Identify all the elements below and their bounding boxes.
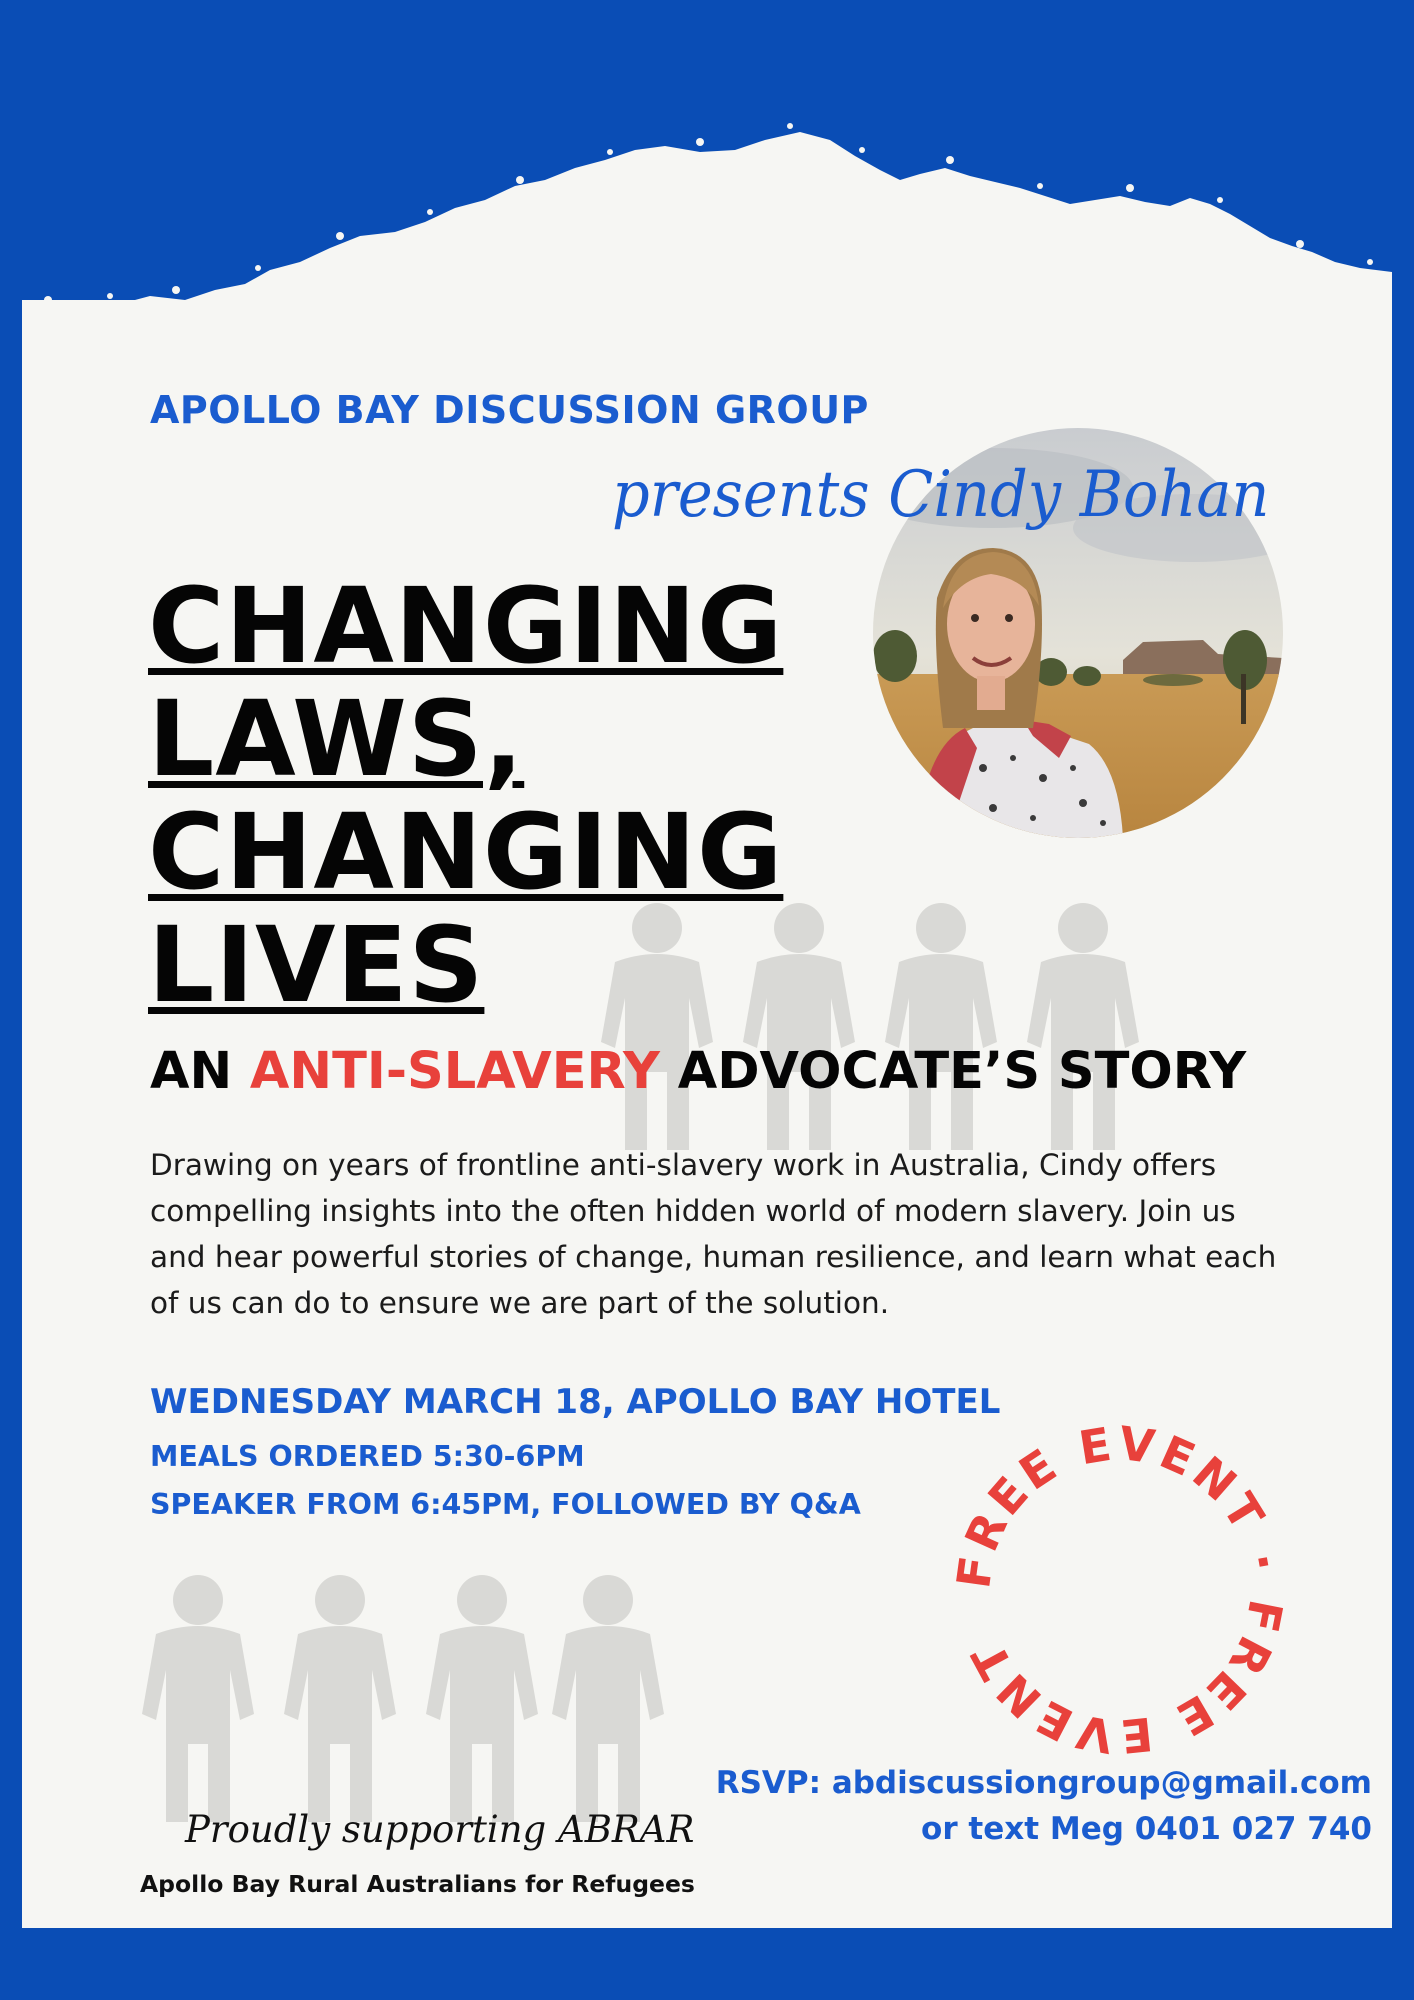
title-line: LAWS, xyxy=(148,678,525,800)
rsvp-block xyxy=(716,1760,1372,1852)
free-event-stamp-text: FREE EVENT · FREE EVENT xyxy=(946,1415,1294,1764)
rsvp-phone[interactable]: or text Meg 0401 027 740 xyxy=(921,1811,1372,1847)
event-title xyxy=(148,565,784,1026)
rsvp-email[interactable]: RSVP: abdiscussiongroup@gmail.com xyxy=(715,1765,1372,1801)
event-speaker-time: SPEAKER FROM 6:45PM, FOLLOWED BY Q&A xyxy=(150,1488,861,1521)
event-subtitle xyxy=(150,1042,1246,1101)
title-line: CHANGING xyxy=(148,565,784,687)
organisation-name: APOLLO BAY DISCUSSION GROUP xyxy=(150,388,869,432)
event-date-venue: WEDNESDAY MARCH 18, APOLLO BAY HOTEL xyxy=(150,1382,1001,1422)
subtitle-suffix: ADVOCATE’S STORY xyxy=(659,1042,1247,1101)
event-description: Drawing on years of frontline anti-slavery work in Australia, Cindy offers compelling insights into the often hidden world of modern slavery. Join us and hear powerful stories of change, human resilience, and learn what each of us can do to ensure we are part of the solution. xyxy=(150,1148,1277,1320)
subtitle-highlight: ANTI-SLAVERY xyxy=(249,1042,660,1101)
supporting-line: Proudly supporting ABRAR xyxy=(185,1808,695,1851)
title-line: LIVES xyxy=(148,904,485,1026)
abrar-full-name: Apollo Bay Rural Australians for Refugees xyxy=(140,1870,695,1898)
free-event-stamp xyxy=(930,1400,1310,1780)
event-meals-time: MEALS ORDERED 5:30-6PM xyxy=(150,1440,585,1473)
subtitle-prefix: AN xyxy=(150,1042,250,1101)
title-line: CHANGING xyxy=(148,791,784,913)
presenter-line: presents Cindy Bohan xyxy=(612,458,1270,532)
